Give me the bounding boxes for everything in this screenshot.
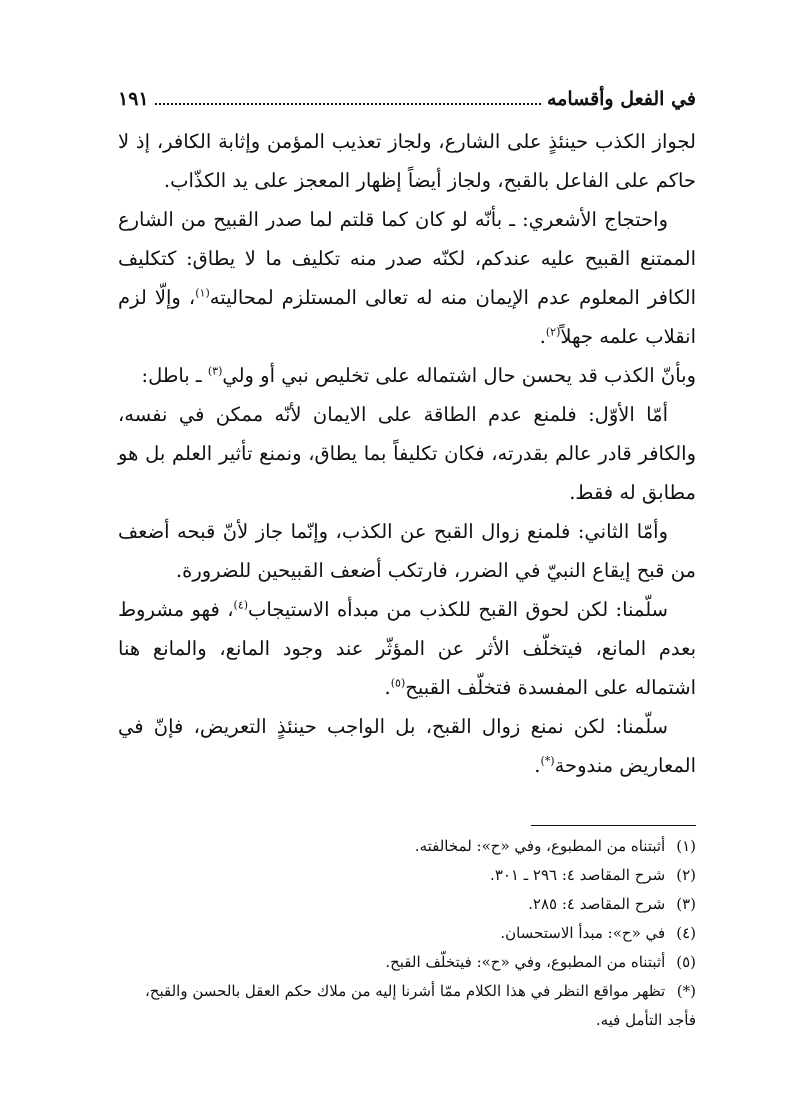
footnote-reference: (٤) bbox=[233, 598, 249, 612]
paragraph bbox=[118, 395, 696, 512]
paragraph-text: لجواز الكذب حينئذٍ على الشارع، ولجاز تعذيب المؤمن وإثابة الكافر، إذ لا حاكم على الفاعل بالقبح، ولجاز أيضاً إظهار المعجز على يد الكذّاب. bbox=[118, 130, 696, 192]
footnote-number: (٤) bbox=[676, 924, 696, 942]
footnote-reference: (٣) bbox=[207, 364, 223, 378]
paragraph bbox=[118, 590, 696, 707]
running-header bbox=[118, 88, 696, 122]
body-text bbox=[118, 122, 696, 785]
footnote-separator bbox=[531, 825, 696, 826]
footnote-reference: (٢) bbox=[545, 325, 561, 339]
paragraph-text: ، فهو مشروط بعدم المانع، فيتخلّف الأثر عن المؤثّر عند وجود المانع، والمانع هنا اشتماله على المفسدة فتخلّف القبيح bbox=[118, 598, 696, 699]
paragraph-text: . bbox=[534, 754, 541, 777]
paragraph-text: أمّا الأوّل: فلمنع عدم الطاقة على الايمان لأنّه ممكن في نفسه، والكافر قادر عالم بقدرته، فكان تكليفاً بما يطاق، ونمنع تأثير العلم بل هو مطابق له فقط. bbox=[118, 403, 696, 504]
page-number: ١٩١ bbox=[118, 88, 149, 110]
paragraph bbox=[118, 356, 696, 395]
book-page bbox=[118, 88, 696, 1088]
footnote bbox=[118, 948, 696, 977]
footnote-text: شرح المقاصد ٤: ٢٨٥. bbox=[528, 895, 670, 913]
footnote-number: (٣) bbox=[676, 895, 696, 913]
paragraph bbox=[118, 707, 696, 785]
footnote-text: أثبتناه من المطبوع، وفي «ح»: فيتخلّف القبح. bbox=[385, 953, 670, 971]
footnote-reference: (*) bbox=[540, 754, 555, 768]
footnote bbox=[118, 890, 696, 919]
footnote-text: تظهر مواقع النظر في هذا الكلام ممّا أشرنا إليه من ملاك حكم العقل بالحسن والقبح، فأجد التأمل فيه. bbox=[144, 982, 696, 1029]
paragraph-text: واحتجاج الأشعري: ـ بأنّه لو كان كما قلتم لما صدر القبيح من الشارع الممتنع القبيح عليه عندكم، لكنّه صدر منه تكليف ما لا يطاق: كتكليف الكافر المعلوم عدم الإيمان منه له تعالى المستلزم لمحاليته bbox=[118, 208, 696, 309]
footnote-text: أثبتناه من المطبوع، وفي «ح»: لمخالفته. bbox=[414, 837, 670, 855]
footnote bbox=[118, 919, 696, 948]
footnote bbox=[118, 861, 696, 890]
leader-dots bbox=[155, 102, 541, 105]
paragraph-text: سلّمنا: لكن نمنع زوال القبح، بل الواجب حينئذٍ التعريض، فإنّ في المعاريض مندوحة bbox=[118, 715, 696, 777]
paragraph-text: ـ باطل: bbox=[141, 364, 208, 387]
chapter-title: في الفعل وأقسامه bbox=[546, 88, 696, 110]
footnote-text: شرح المقاصد ٤: ٢٩٦ ـ ٣٠١. bbox=[490, 866, 670, 884]
paragraph-text: . bbox=[539, 325, 546, 348]
paragraph bbox=[118, 122, 696, 200]
footnote bbox=[118, 977, 696, 1035]
paragraph-text: وبأنّ الكذب قد يحسن حال اشتماله على تخليص نبي أو ولي bbox=[222, 364, 696, 387]
footnote bbox=[118, 832, 696, 861]
footnote-number: (١) bbox=[676, 837, 696, 855]
paragraph-text: وأمّا الثاني: فلمنع زوال القبح عن الكذب، وإنّما جاز لأنّ قبحه أضعف من قبح إيقاع النبيّ في الضرر، فارتكب أضعف القبيحين للضرورة. bbox=[118, 520, 696, 582]
paragraph-text: سلّمنا: لكن لحوق القبح للكذب من مبدأه الاستيجاب bbox=[248, 598, 668, 621]
footnote-number: (٢) bbox=[676, 866, 696, 884]
paragraph-text: . bbox=[384, 676, 391, 699]
footnote-number: (*) bbox=[676, 982, 696, 1000]
footnote-number: (٥) bbox=[676, 953, 696, 971]
footnote-text: في «ح»: مبدأ الاستحسان. bbox=[500, 924, 670, 942]
paragraph-text: ، وإلّا لزم انقلاب علمه جهلاً bbox=[118, 286, 696, 348]
paragraph bbox=[118, 512, 696, 590]
footnotes bbox=[118, 832, 696, 1035]
paragraph bbox=[118, 200, 696, 356]
footnote-reference: (٥) bbox=[390, 676, 406, 690]
footnote-reference: (١) bbox=[195, 286, 210, 300]
